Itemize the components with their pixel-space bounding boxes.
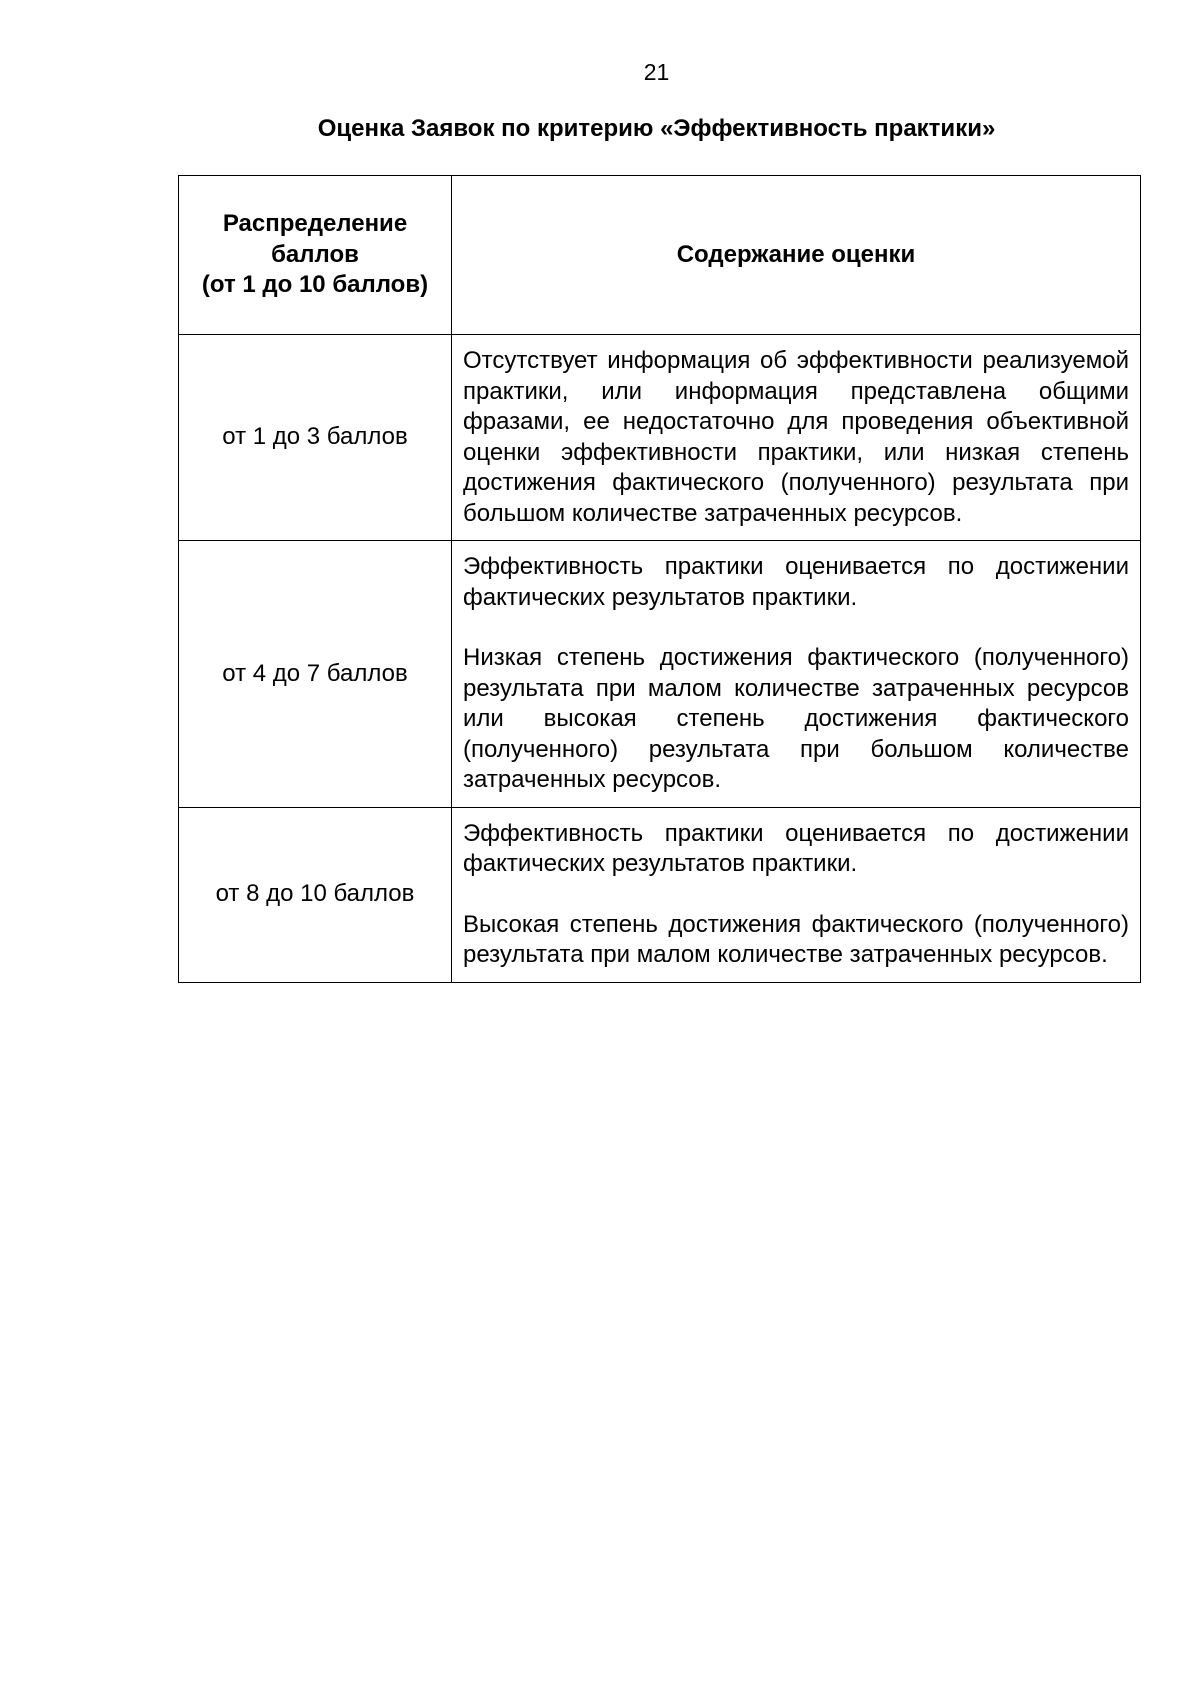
table-row xyxy=(179,807,1141,982)
page-number: 21 xyxy=(643,59,670,85)
criteria-table xyxy=(178,175,1141,983)
table-header-row xyxy=(179,176,1141,335)
content-paragraph: Эффективность практики оценивается по достижении фактических результатов практики. xyxy=(463,553,1129,611)
score-range-8-10: от 8 до 10 баллов xyxy=(179,807,452,982)
content-paragraph: Отсутствует информация об эффективности реализуемой практики, или информация представлена общими фразами, ее недостаточно для проведения объективной оценки эффективности практики, или низкая степень достижения фактического (полученного) результата при большом количестве затраченных ресурсов. xyxy=(463,347,1129,527)
content-paragraph: Эффективность практики оценивается по достижении фактических результатов практики. xyxy=(463,819,1129,877)
header-score-line-3: (от 1 до 10 баллов) xyxy=(201,271,429,299)
score-range-1-3: от 1 до 3 баллов xyxy=(179,335,452,541)
assessment-content xyxy=(452,807,1141,982)
header-score-line-1: Распределение xyxy=(222,210,408,238)
document-title: Оценка Заявок по критерию «Эффективность практики» xyxy=(317,115,996,142)
content-paragraph: Низкая степень достижения фактического (полученного) результата при малом количестве затраченных ресурсов или высокая степень достижения фактического (полученного) результата при большом количестве затраченных ресурсов. xyxy=(463,644,1129,793)
table-row xyxy=(179,335,1141,541)
header-assessment-content: Содержание оценки xyxy=(452,176,1141,335)
assessment-content xyxy=(452,335,1141,541)
content-paragraph: Высокая степень достижения фактического (полученного) результата при малом количестве затраченных ресурсов. xyxy=(463,910,1129,968)
header-score-line-2: баллов xyxy=(271,240,359,268)
table-row xyxy=(179,541,1141,808)
score-range-4-7: от 4 до 7 баллов xyxy=(179,541,452,808)
header-score-distribution xyxy=(179,176,452,335)
assessment-content xyxy=(452,541,1141,808)
